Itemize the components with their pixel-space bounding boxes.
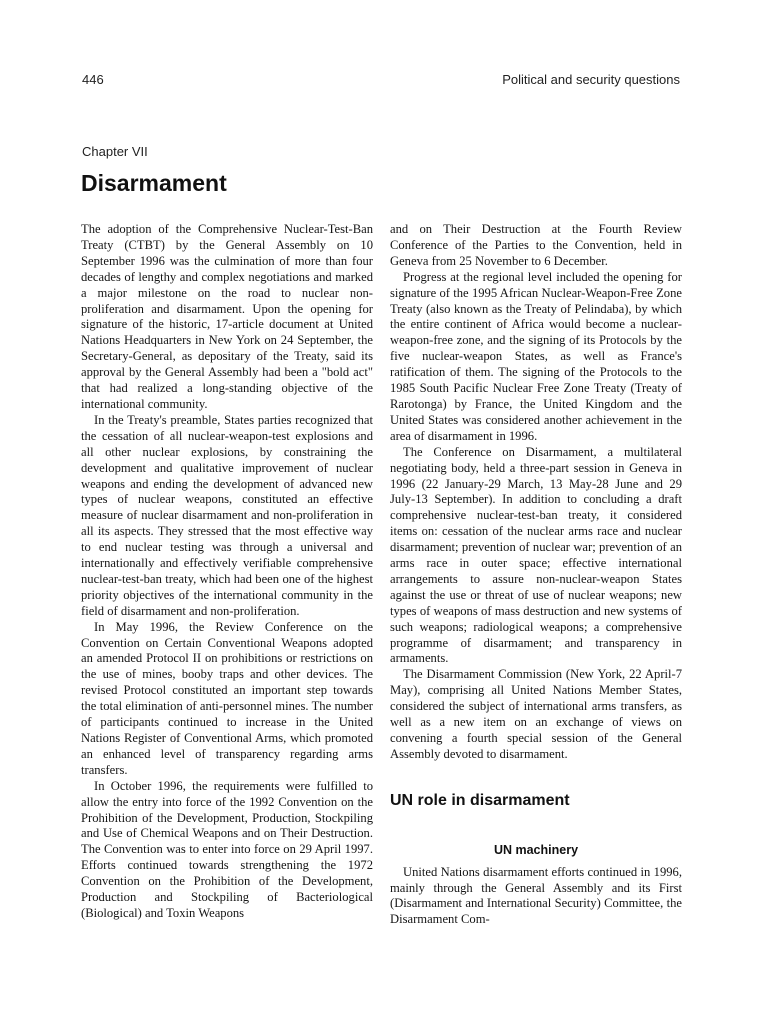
paragraph-disarmament-commission: The Disarmament Commission (New York, 22 April-7 May), comprising all United Nations Member States, considered the subject of international arms transfers, as well as a new item on an exchange of views on convening a fourth special session of the General Assembly devoted to disarmament. <box>390 667 682 761</box>
running-head <box>82 72 680 92</box>
paragraph-conference-on-disarmament: The Conference on Disarmament, a multilateral negotiating body, held a three-part session in Geneva in 1996 (22 January-29 March, 13 May-28 June and 29 July-13 September). In addition to concluding a draft comprehensive nuclear-test-ban treaty, it considered items on: cessation of the nuclear arms race and nuclear disarmament; prevention of nuclear war; prevention of an arms race in outer space; effective international arrangements to assure non-nuclear-weapon States against the use or threat of use of nuclear weapons; new types of weapons of mass destruction and new systems of such weapons; radiological weapons; a comprehensive programme of disarmament; and transparency in armaments. <box>390 444 682 666</box>
section-heading: UN role in disarmament <box>390 791 570 809</box>
paragraph-un-machinery: United Nations disarmament efforts continued in 1996, mainly through the General Assembly and its First (Disarmament and International Security) Committee, the Disarmament Com- <box>390 864 682 927</box>
paragraph-continuation: and on Their Destruction at the Fourth Review Conference of the Parties to the Convention, held in Geneva from 25 November to 6 December. <box>390 222 682 268</box>
paragraph-regional-progress: Progress at the regional level included the opening for signature of the 1995 African Nuclear-Weapon-Free Zone Treaty (also known as the Treaty of Pelindaba), by which the entire continent of Africa would become a nuclear-weapon-free zone, and the signing of its Protocols by the five nuclear-weapon States, as well as France's ratification of them. The signing of the Protocols to the 1985 South Pacific Nuclear Free Zone Treaty (Treaty of Rarotonga) by France, the United Kingdom and the United States was considered another achievement in the area of disarmament in 1996. <box>390 269 682 443</box>
page-number: 446 <box>82 72 104 87</box>
left-column <box>81 222 373 922</box>
subsection-heading: UN machinery <box>493 842 579 857</box>
paragraph-chemical-weapons: In October 1996, the requirements were fulfilled to allow the entry into force of the 1992 Convention on the Prohibition of the Development, Production, Stockpiling and Use of Chemical Weapons and on Their Destruction. The Convention was to enter into force on 29 April 1997. Efforts continued towards strengthening the 1972 Convention on the Prohibition of the Development, Production and Stockpiling of Bacteriological (Biological) and Toxin Weapons <box>81 778 373 920</box>
paragraph-review-conference: In May 1996, the Review Conference on the Convention on Certain Conventional Weapons adopted an amended Protocol II on prohibitions or restrictions on the use of mines, booby traps and other devices. The revised Protocol constituted an important step towards the total elimination of anti-personnel mines. The number of participants continued to increase in the United Nations Register of Conventional Arms, which promoted an enhanced level of transparency regarding arms transfers. <box>81 619 373 777</box>
paragraph-ctbt-adoption: The adoption of the Comprehensive Nuclear-Test-Ban Treaty (CTBT) by the General Assembly on 10 September 1996 was the culmination of more than four decades of lengthy and complex negotiations and marked a major milestone on the road to nuclear non-proliferation and disarmament. Upon the opening for signature of the historic, 17-article document at United Nations Headquarters in New York on 24 September, the Secretary-General, as depositary of the Treaty, said its approval by the General Assembly had been a "bold act" that had realized a long-standing objective of the international community. <box>81 222 373 411</box>
chapter-title: Disarmament <box>81 170 227 196</box>
chapter-label: Chapter VII <box>82 144 148 159</box>
paragraph-treaty-preamble: In the Treaty's preamble, States parties recognized that the cessation of all nuclear-weapon-test explosions and all other nuclear explosions, by constraining the development and qualitative improvement of nuclear weapons and ending the development of advanced new types of nuclear weapons, constituted an effective measure of nuclear disarmament and non-proliferation in all its aspects. They stressed that the most effective way to end nuclear testing was through a universal and internationally and effectively verifiable comprehensive nuclear-test-ban treaty, which had been one of the highest priority objectives of the international community in the field of disarmament and non-proliferation. <box>81 412 373 618</box>
right-column <box>390 222 682 928</box>
running-section-title: Political and security questions <box>502 72 680 87</box>
